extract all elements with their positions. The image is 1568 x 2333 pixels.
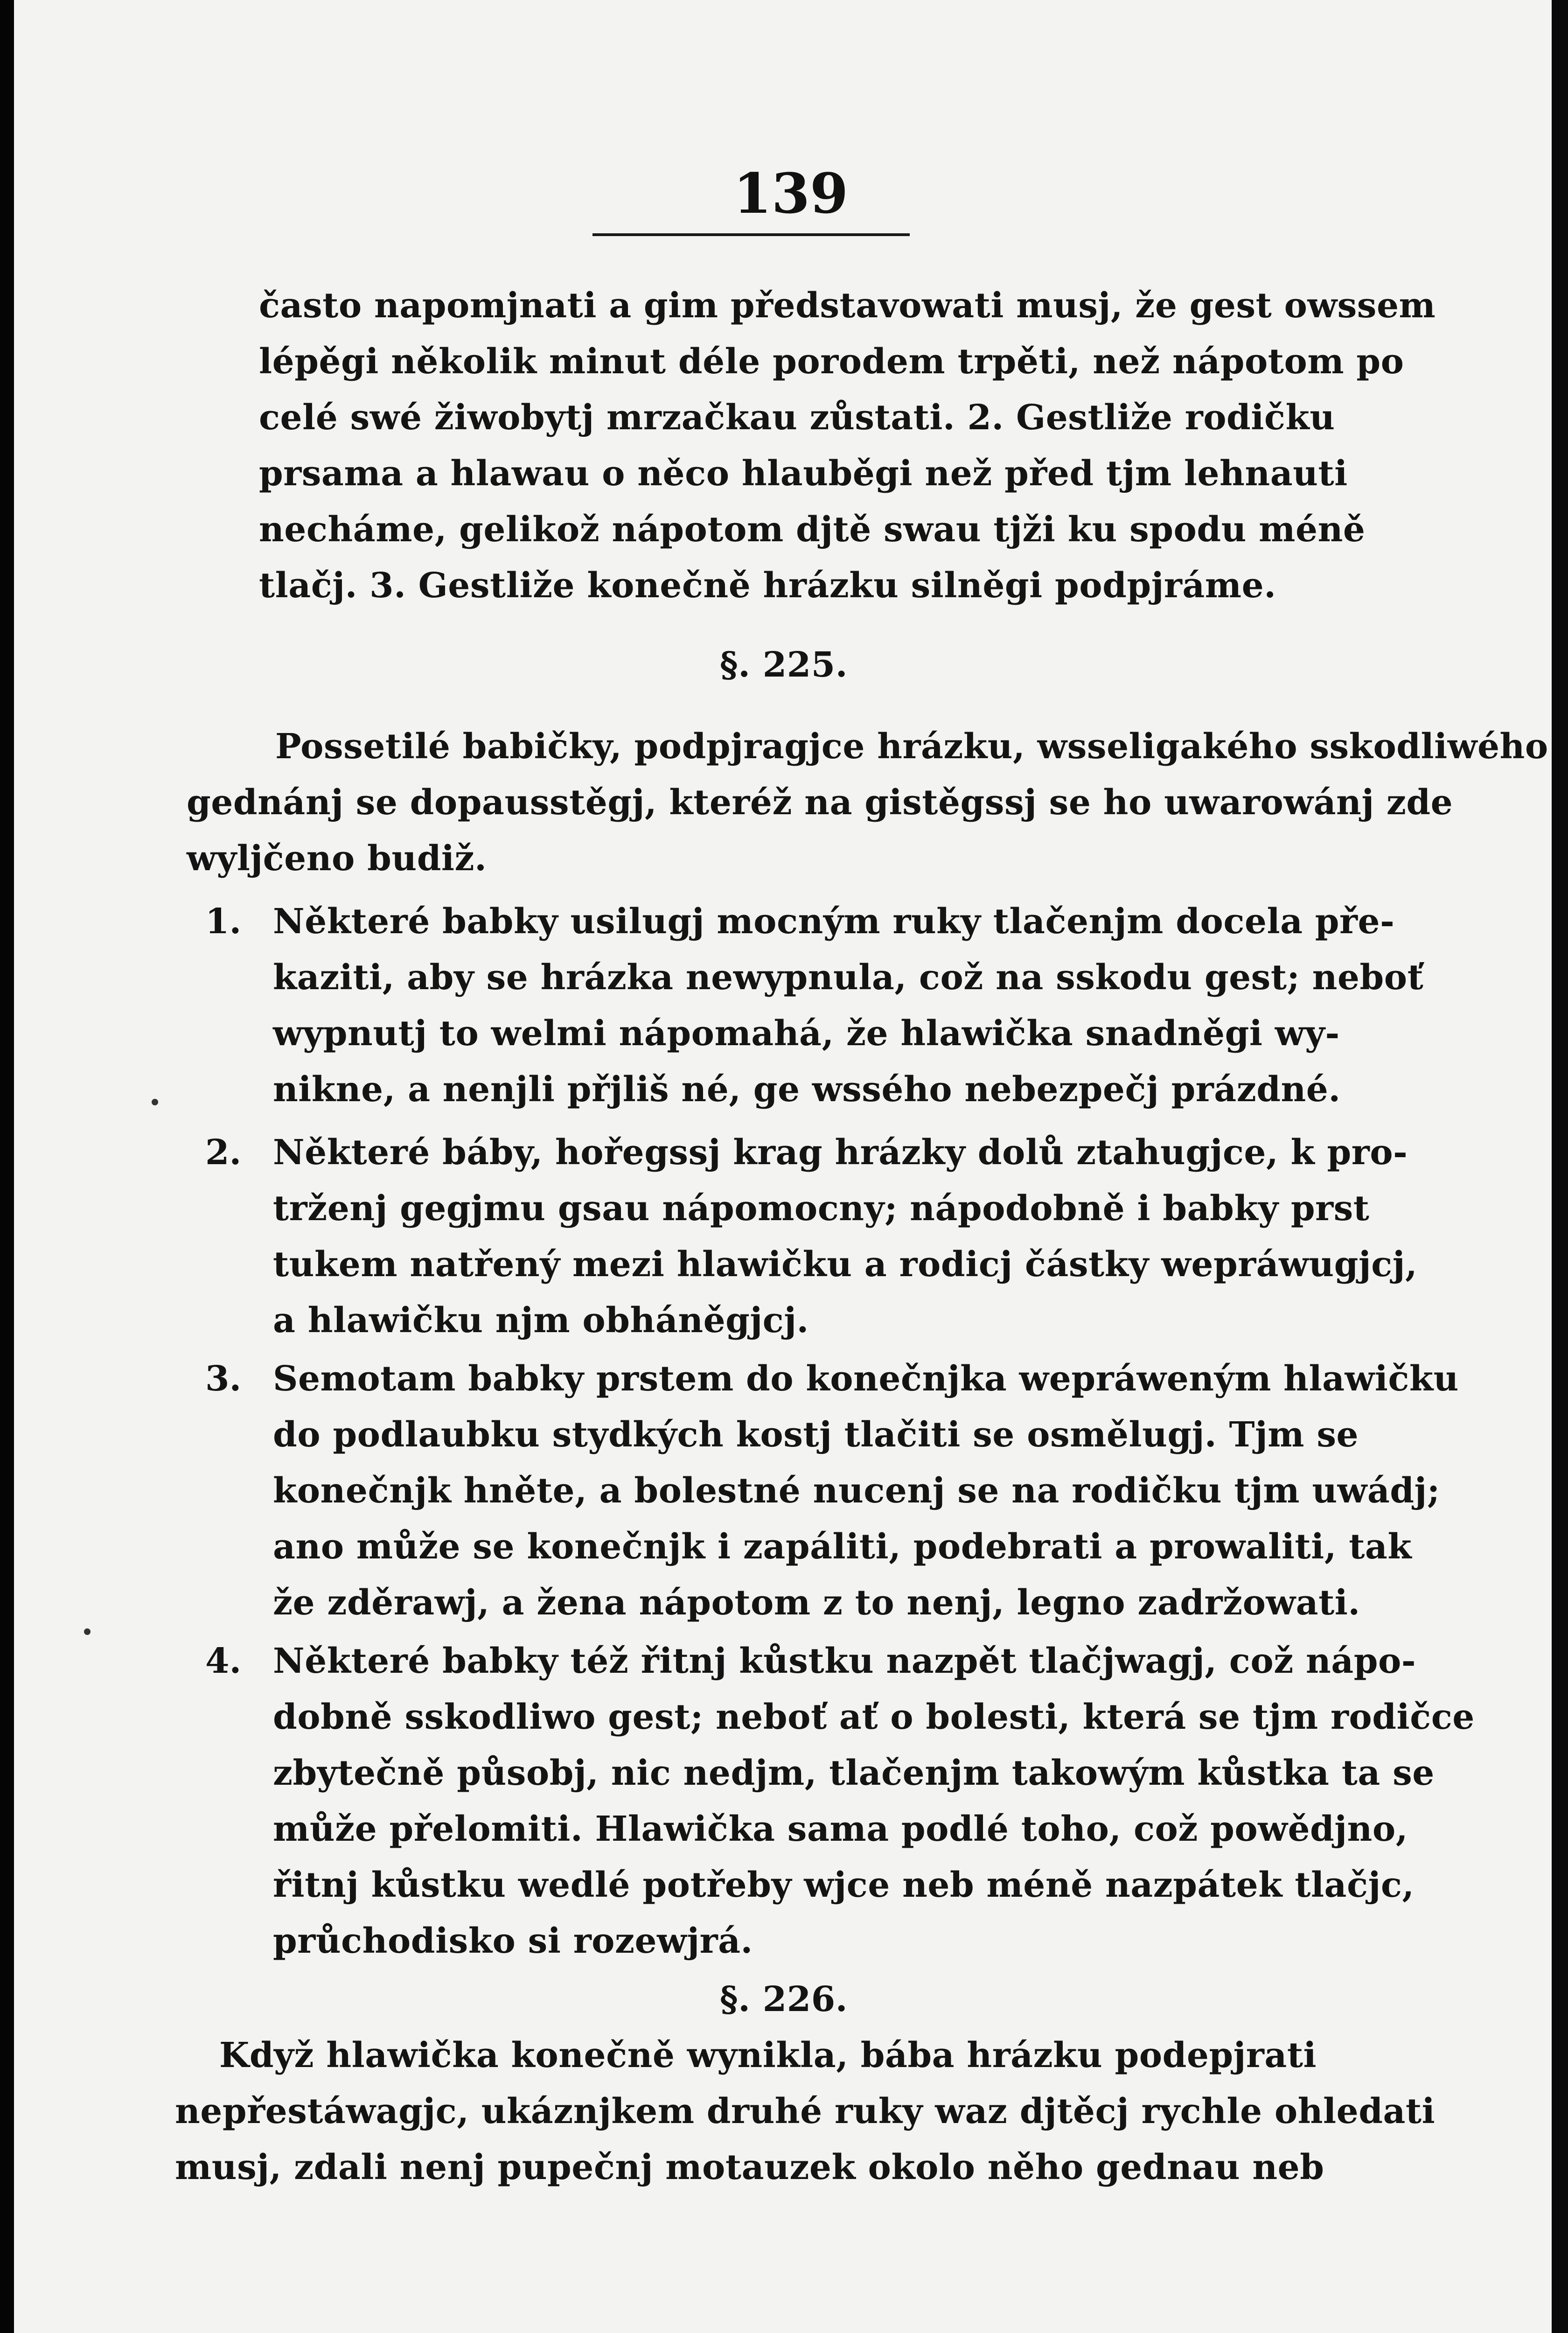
item-line: trženj gegjmu gsau nápomocny; nápodobně i babky prst <box>273 1188 1370 1229</box>
paragraph-line: celé swé žiwobytj mrzačkau zůstati. 2. Gestliže rodičku <box>259 398 1335 438</box>
item-line: kaziti, aby se hrázka newypnula, což na sskodu gest; neboť <box>273 957 1424 998</box>
page-body <box>14 0 1552 2333</box>
item-line: Některé babky usilugj mocným ruky tlačenjm docela pře- <box>273 901 1395 942</box>
paragraph-line: Když hlawička konečně wynikla, bába hrázku podepjrati <box>219 2035 1317 2075</box>
item-line: dobně sskodliwo gest; neboť ať o bolesti, která se tjm rodičce <box>273 1697 1475 1737</box>
section-heading: §. 226. <box>720 1979 848 2019</box>
item-line: může přelomiti. Hlawička sama podlé toho, což powědjno, <box>273 1809 1408 1849</box>
item-line: wypnutj to welmi nápomahá, že hlawička snadněgi wy- <box>273 1013 1340 1054</box>
item-number: 2. <box>205 1132 242 1173</box>
scan-speck <box>84 1628 91 1635</box>
section-heading: §. 225. <box>720 645 848 685</box>
item-line: do podlaubku stydkých kostj tlačiti se osmělugj. Tjm se <box>273 1415 1359 1455</box>
item-line: ano může se konečnjk i zapáliti, podebrati a prowaliti, tak <box>273 1527 1412 1567</box>
item-line: Některé babky též řitnj kůstku nazpět tlačjwagj, což nápo- <box>273 1641 1416 1681</box>
item-line: že zděrawj, a žena nápotom z to nenj, legno zadržowati. <box>273 1583 1360 1623</box>
paragraph-line: tlačj. 3. Gestliže konečně hrázku silněgi podpjráme. <box>259 566 1276 606</box>
item-line: řitnj kůstku wedlé potřeby wjce neb méně nazpátek tlačjc, <box>273 1865 1415 1905</box>
item-line: Některé báby, hořegssj krag hrázky dolů ztahugjce, k pro- <box>273 1132 1408 1173</box>
scan-speck <box>152 1099 158 1105</box>
intro-line: wyljčeno budiž. <box>187 838 487 879</box>
item-line: a hlawičku njm obháněgjcj. <box>273 1300 809 1341</box>
item-number: 1. <box>205 901 242 942</box>
item-line: zbytečně působj, nic nedjm, tlačenjm takowým kůstka ta se <box>273 1753 1435 1793</box>
item-line: konečnjk hněte, a bolestné nucenj se na rodičku tjm uwádj; <box>273 1471 1440 1511</box>
paragraph-line: často napomjnati a gim představowati musj, že gest owssem <box>259 286 1436 326</box>
book-page <box>14 0 1552 2333</box>
item-line: Semotam babky prstem do konečnjka wepráweným hlawičku <box>273 1359 1459 1399</box>
item-line: průchodisko si rozewjrá. <box>273 1921 753 1961</box>
paragraph-line: musj, zdali nenj pupečnj motauzek okolo něho gednau neb <box>175 2147 1324 2187</box>
intro-line: Possetilé babičky, podpjragjce hrázku, wsseligakého sskodliwého <box>275 726 1548 767</box>
scan-border-right <box>1552 0 1568 2333</box>
item-number: 4. <box>205 1641 242 1681</box>
paragraph-line: nepřestáwagjc, ukáznjkem druhé ruky waz djtěcj rychle ohledati <box>175 2091 1436 2131</box>
item-number: 3. <box>205 1359 242 1399</box>
paragraph-line: prsama a hlawau o něco hlauběgi než před tjm lehnauti <box>259 454 1348 494</box>
page-number: 139 <box>733 161 849 226</box>
intro-line: gednánj se dopausstěgj, kteréž na gistěgssj se ho uwarowánj zde <box>187 782 1453 823</box>
scan-border-left <box>0 0 14 2333</box>
paragraph-line: necháme, gelikož nápotom djtě swau tjži ku spodu méně <box>259 510 1366 550</box>
paragraph-line: lépěgi několik minut déle porodem trpěti, než nápotom po <box>259 342 1404 382</box>
item-line: nikne, a nenjli přjliš né, ge wssého nebezpečj prázdné. <box>273 1069 1341 1110</box>
item-line: tukem natřený mezi hlawičku a rodicj částky wepráwugjcj, <box>273 1244 1418 1285</box>
